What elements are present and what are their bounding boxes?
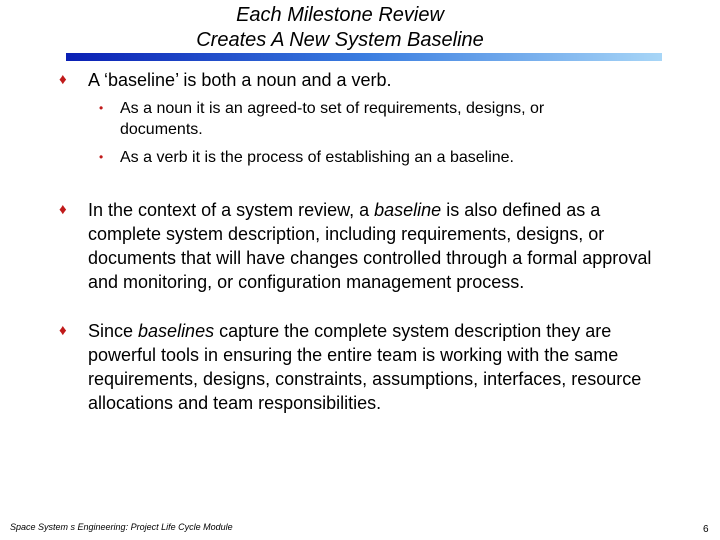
page-number: 6 — [703, 524, 709, 535]
diamond-bullet-icon: ♦ — [59, 71, 67, 88]
slide-title-line-1: Each Milestone Review — [236, 4, 444, 26]
dot-bullet-icon: • — [99, 150, 104, 164]
diamond-bullet-icon: ♦ — [59, 201, 67, 218]
sub-bullet-text: As a noun it is an agreed-to set of requirements, designs, or documents. — [120, 100, 545, 138]
title-underline-rule — [66, 53, 662, 61]
slide-title — [0, 3, 680, 53]
bullet-emphasis: baseline — [374, 200, 442, 220]
bullet-text-lead: In the context of a system review, a — [88, 200, 375, 220]
bullet-text-lead: Since — [88, 321, 139, 341]
bullet-text — [88, 198, 668, 294]
bullet-text — [88, 319, 668, 415]
diamond-bullet-icon: ♦ — [59, 322, 67, 339]
bullet-text-rest: is also defined as a complete system description, including requirements, designs, or documents that will have changes controlled through a formal approval and monitoring, or configuration management process. — [88, 200, 652, 292]
bullet-emphasis: baselines — [138, 321, 215, 341]
sub-bullet-text: As a verb it is the process of establishing an a baseline. — [120, 149, 514, 166]
slide-title-line-2: Creates A New System Baseline — [196, 29, 484, 51]
bullet-text: A ‘baseline’ is both a noun and a verb. — [88, 70, 392, 90]
bullet-text-rest: capture the complete system description they are powerful tools in ensuring the entire team is working with the same requirements, designs, constraints, assumptions, interfaces, resource allocations and team responsibilities. — [88, 321, 642, 413]
footer-course-title: Space System s Engineering: Project Life Cycle Module — [10, 522, 233, 532]
dot-bullet-icon: • — [99, 101, 104, 115]
